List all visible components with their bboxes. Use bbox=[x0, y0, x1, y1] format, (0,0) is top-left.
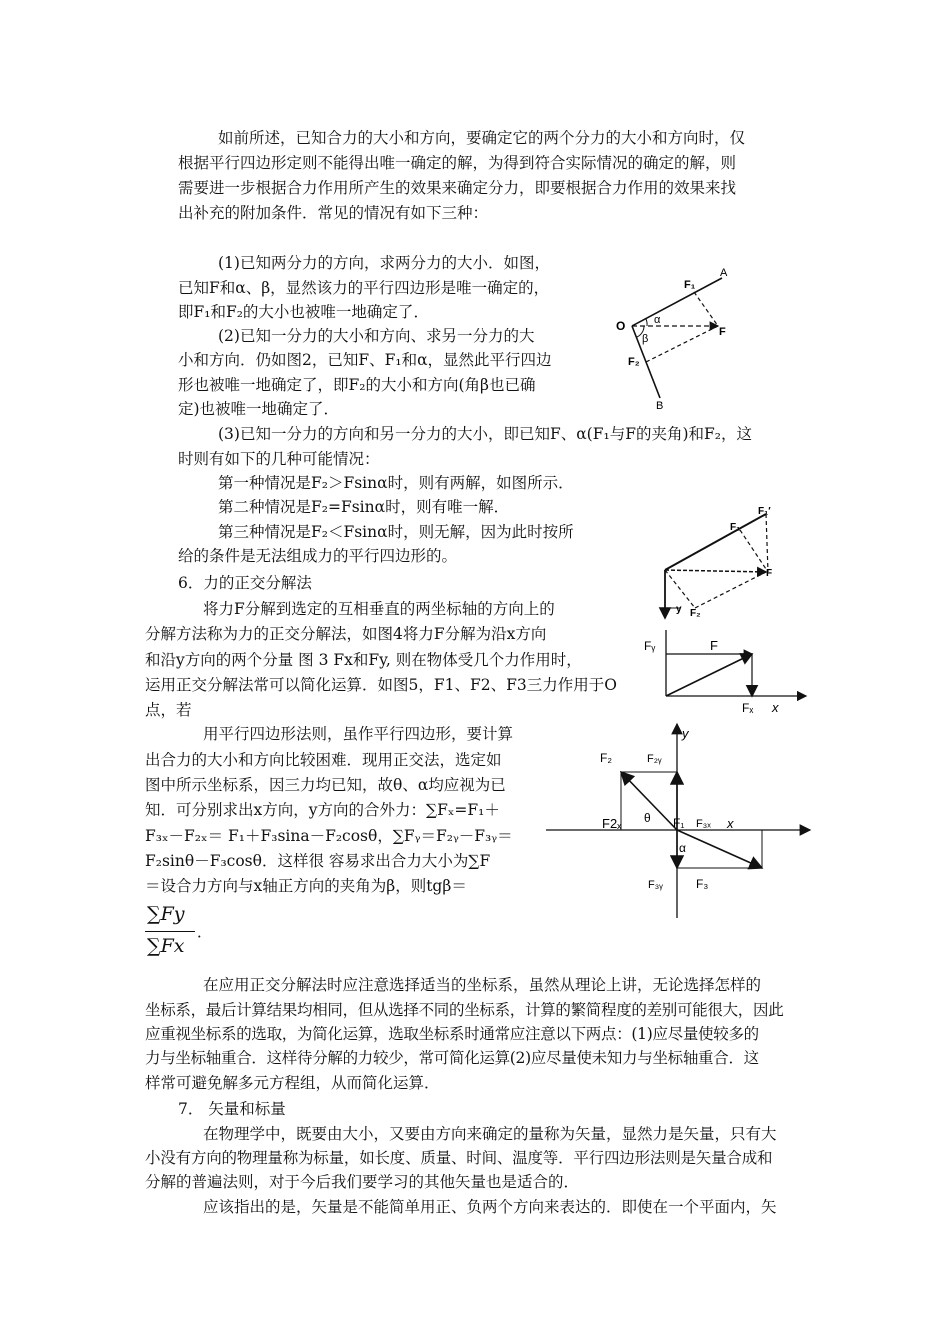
case3-line: (3)已知一分力的方向和另一分力的大小，即已知F、α(F₁与F的夹角)和F₂，这 bbox=[218, 425, 752, 443]
section6-line: ＝设合力方向与x轴正方向的夹角为β，则tgβ＝ bbox=[145, 877, 467, 895]
case2-line: 形也被唯一地确定了，即F₂的大小和方向(角β也已确 bbox=[178, 376, 536, 394]
section6-line: 点，若 bbox=[145, 701, 192, 719]
direction-f1 bbox=[665, 514, 766, 570]
label-f3x: F₃ₓ bbox=[696, 818, 711, 830]
force-f3 bbox=[677, 830, 762, 868]
section6-line: 和沿y方向的两个分量 图 3 Fx和Fy, 则在物体受几个力作用时， bbox=[145, 651, 582, 669]
section6-line: 知．可分别求出x方向，y方向的合外力：∑Fₓ=F₁＋ bbox=[145, 801, 500, 819]
case1-line: (1)已知两分力的方向，求两分力的大小．如图， bbox=[218, 254, 550, 272]
case2-line: (2)已知一分力的大小和方向、求另一分力的大 bbox=[218, 327, 535, 345]
fraction-bar bbox=[145, 931, 195, 932]
label-f2y: F₂ᵧ bbox=[647, 753, 662, 765]
parallelogram-edge bbox=[694, 292, 718, 326]
label-f: F bbox=[719, 326, 726, 338]
section6-line: F₃ₓ－F₂ₓ＝ F₁＋F₃sina－F₂cosθ，∑Fᵧ＝F₂ᵧ－F₃ᵧ＝ bbox=[145, 827, 513, 845]
section6-para-line: 坐标系，最后计算结果均相同，但从选择不同的坐标系，计算的繁简程度的差别可能很大，因此 bbox=[145, 1001, 784, 1019]
dashed-edge bbox=[740, 530, 768, 572]
label-fy: Fᵧ bbox=[644, 639, 656, 653]
fraction-denominator: ∑Fx bbox=[147, 935, 185, 957]
ray-oa bbox=[632, 278, 722, 326]
case3-line: 第一种情况是F₂＞Fsinα时，则有两解，如图所示． bbox=[218, 474, 574, 492]
section6-line: 用平行四边形法则，虽作平行四边形，要计算 bbox=[203, 725, 514, 743]
section6-heading: 6．力的正交分解法 bbox=[178, 574, 312, 592]
label-f2: F₂ bbox=[600, 751, 612, 765]
label-a: A bbox=[720, 267, 728, 279]
fraction-numerator: ∑Fy bbox=[147, 903, 185, 925]
label-f: F bbox=[710, 638, 718, 653]
section6-para-line: 在应用正交分解法时应注意选择适当的坐标系，虽然从理论上讲，无论选择怎样的 bbox=[203, 976, 762, 994]
intro-line: 如前所述，已知合力的大小和方向，要确定它的两个分力的大小和方向时，仅 bbox=[218, 129, 746, 147]
section6-para-line: 力与坐标轴重合．这样待分解的力较少，常可简化运算(2)应尽量使未知力与坐标轴重合．这 bbox=[145, 1049, 759, 1067]
label-theta: θ bbox=[644, 811, 651, 825]
label-b: B bbox=[656, 400, 664, 412]
section6-line: 运用正交分解法常可以简化运算．如图5，F1、F2、F3三力作用于O bbox=[145, 676, 617, 694]
case1-line: 即F₁和F₂的大小也被唯一地确定了． bbox=[178, 303, 429, 321]
section7-line: 小没有方向的物理量称为标量，如长度、质量、时间、温度等．平行四边形法则是矢量合成和 bbox=[145, 1149, 773, 1167]
case1-line: 已知F和α、β，显然该力的平行四边形是唯一确定的， bbox=[178, 279, 550, 297]
label-f1: F₁ bbox=[673, 816, 685, 830]
label-y: y bbox=[676, 604, 682, 615]
case3-line: 时则有如下的几种可能情况： bbox=[178, 450, 380, 468]
figure-orthogonal-f bbox=[640, 630, 820, 720]
intro-line: 需要进一步根据合力作用所产生的效果来确定分力，即要根据合力作用的效果来找 bbox=[178, 179, 737, 197]
section6-line: 图中所示坐标系，因三力均已知，故θ、α均应视为已 bbox=[145, 776, 506, 794]
section6-para-line: 应重视坐标系的选取，为简化运算，选取坐标系时通常应注意以下两点：(1)应尽量使较多的 bbox=[145, 1025, 759, 1043]
intro-line: 根据平行四边形定则不能得出唯一确定的解，为得到符合实际情况的确定的解，则 bbox=[178, 154, 737, 172]
label-alpha: α bbox=[654, 314, 661, 326]
label-beta: β bbox=[642, 333, 649, 345]
section7-line: 分解的普遍法则，对于今后我们要学习的其他矢量也是适合的． bbox=[145, 1173, 580, 1191]
case2-line: 定)也被唯一地确定了． bbox=[178, 400, 340, 418]
label-f2x: F2ₓ bbox=[602, 816, 622, 831]
section7-line: 应该指出的是，矢量是不能简单用正、负两个方向来表达的．即使在一个平面内，矢 bbox=[203, 1198, 777, 1216]
label-x: x bbox=[727, 816, 734, 831]
figure-parallelogram-ab bbox=[610, 262, 740, 412]
figure-three-forces bbox=[540, 718, 820, 923]
dashed-edge bbox=[766, 514, 768, 572]
force-f bbox=[666, 654, 752, 696]
intro-line: 出补充的附加条件．常见的情况有如下三种： bbox=[178, 204, 489, 222]
label-fx: Fₓ bbox=[742, 701, 754, 715]
section7-line: 在物理学中，既要由大小，又要由方向来确定的量称为矢量，显然力是矢量，只有大 bbox=[203, 1125, 777, 1143]
case3-line: 给的条件是无法组成力的平行四边形的。 bbox=[178, 547, 458, 565]
section6-line: 分解方法称为力的正交分解法，如图4将力F分解为沿x方向 bbox=[145, 625, 547, 643]
label-f1: F₁ bbox=[730, 522, 741, 533]
label-f1-prime: F₁′ bbox=[758, 506, 771, 517]
label-f2: F₂ bbox=[690, 608, 701, 619]
label-o: O bbox=[616, 319, 626, 333]
label-x: x bbox=[772, 700, 779, 715]
case3-line: 第二种情况是F₂=Fsinα时，则有唯一解． bbox=[218, 498, 510, 516]
section7-heading: 7． 矢量和标量 bbox=[178, 1100, 286, 1118]
fraction-tail: ． bbox=[197, 923, 213, 941]
case3-line: 第三种情况是F₂＜Fsinα时，则无解，因为此时按所 bbox=[218, 523, 574, 541]
label-f1: F₁ bbox=[684, 279, 696, 291]
tg-beta-fraction bbox=[145, 903, 213, 961]
label-alpha: α bbox=[679, 841, 686, 855]
case2-line: 小和方向．仍如图2，已知F、F₁和α，显然此平行四边 bbox=[178, 351, 552, 369]
label-f3y: F₃ᵧ bbox=[648, 879, 663, 891]
dashed-edge bbox=[665, 570, 695, 608]
section6-line: 将力F分解到选定的互相垂直的两坐标轴的方向上的 bbox=[203, 600, 555, 618]
section6-para-line: 样常可避免解多元方程组，从而简化运算． bbox=[145, 1074, 440, 1092]
force-f bbox=[665, 570, 766, 572]
dashed-edge bbox=[695, 572, 766, 608]
label-y: y bbox=[682, 726, 689, 741]
angle-alpha-arc bbox=[646, 319, 647, 326]
label-f2: F₂ bbox=[628, 356, 640, 368]
parallelogram-edge bbox=[646, 326, 718, 362]
section6-line: 出合力的大小和方向比较困难．现用正交法，选定如 bbox=[145, 751, 502, 769]
label-f: F bbox=[766, 568, 773, 579]
figure-two-solutions bbox=[650, 500, 780, 630]
label-f3: F₃ bbox=[696, 877, 709, 891]
section6-line: F₂sinθ－F₃cosθ．这样很 容易求出合力大小为∑F bbox=[145, 852, 491, 870]
